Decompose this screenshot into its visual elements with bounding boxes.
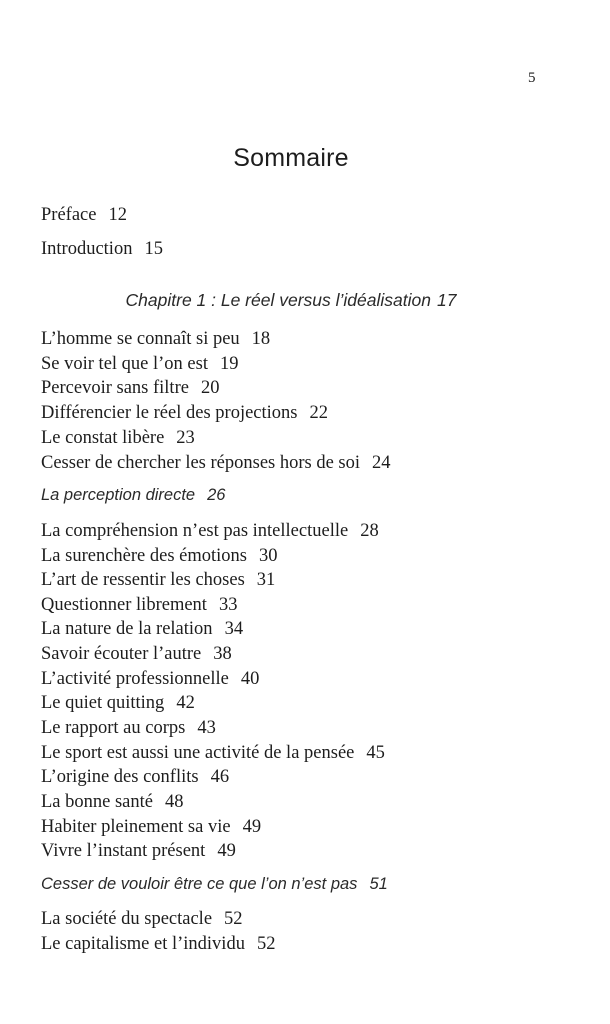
toc-entry[interactable] (41, 719, 216, 738)
toc-section-page: 51 (369, 875, 388, 893)
toc-entry-page: 43 (197, 718, 216, 738)
toc-entry-page: 30 (259, 546, 278, 566)
toc-entry-page: 40 (240, 669, 260, 689)
toc-entry[interactable] (41, 793, 184, 812)
toc-section-label: La perception directe (41, 486, 196, 504)
toc-section-page: 26 (207, 486, 226, 504)
toc-entry[interactable] (41, 429, 195, 448)
toc-entry-page: 45 (366, 743, 385, 763)
toc-chapter-page: 17 (436, 290, 457, 310)
toc-entry[interactable] (41, 596, 237, 615)
toc-entry-label: Habiter pleinement sa vie (41, 817, 231, 837)
toc-entry-label: La compréhension n’est pas intellectuelle (41, 521, 349, 541)
toc-entry-label: La nature de la relation (41, 619, 213, 639)
toc-entry-label: Le sport est aussi une activité de la pensée (41, 743, 355, 763)
toc-entry[interactable] (41, 355, 238, 374)
toc-entry-label: Savoir écouter l’autre (41, 644, 202, 664)
toc-entry-page: 34 (224, 619, 244, 639)
toc-entry[interactable] (41, 744, 385, 763)
toc-entry-page: 38 (213, 644, 232, 664)
toc-entry-label: La société du spectacle (41, 909, 213, 929)
toc-entry-label: Le constat libère (41, 428, 165, 448)
toc-entry[interactable] (41, 330, 270, 349)
toc-entry-page: 20 (200, 378, 220, 398)
toc-entry-page: 28 (360, 521, 379, 541)
page-title: Sommaire (233, 144, 349, 172)
toc-entry-label: La bonne santé (41, 792, 153, 812)
toc-entry[interactable] (41, 620, 243, 639)
toc-entry-label: Questionner librement (41, 595, 207, 615)
toc-entry-page: 22 (309, 403, 328, 423)
toc-entry-page: 31 (256, 570, 276, 590)
toc-entry-label: L’art de ressentir les choses (41, 570, 245, 590)
toc-chapter-heading[interactable] (0, 292, 582, 310)
toc-entry-page: 49 (217, 841, 236, 861)
toc-section-heading[interactable] (41, 487, 225, 504)
toc-entry-label: L’activité professionnelle (41, 669, 229, 689)
toc-entry[interactable] (41, 404, 328, 423)
toc-entry-label: Préface (41, 205, 97, 225)
toc-entry[interactable] (41, 522, 379, 541)
toc-entry-label: L’homme se connaît si peu (41, 329, 240, 349)
toc-entry[interactable] (41, 571, 275, 590)
toc-section-label: Cesser de vouloir être ce que l’on n’est pas (41, 875, 358, 893)
toc-entry-page: 18 (251, 329, 271, 349)
toc-entry-label: Vivre l’instant présent (41, 841, 206, 861)
toc-entry-page: 52 (256, 934, 276, 954)
toc-entry-page: 52 (224, 909, 243, 929)
toc-entry[interactable] (41, 842, 236, 861)
toc-entry[interactable] (41, 645, 232, 664)
toc-entry-label: Le rapport au corps (41, 718, 186, 738)
toc-entry-label: L’origine des conflits (41, 767, 199, 787)
toc-entry[interactable] (41, 910, 243, 929)
toc-entry-page: 19 (219, 354, 239, 374)
toc-entry-introduction[interactable] (41, 240, 163, 259)
toc-entry-label: Le capitalisme et l’individu (41, 934, 245, 954)
toc-entry-label: Se voir tel que l’on est (41, 354, 208, 374)
toc-entry-preface[interactable] (41, 206, 127, 225)
toc-entry-page: 33 (218, 595, 238, 615)
toc-entry[interactable] (41, 768, 229, 787)
toc-entry-label: Différencier le réel des projections (41, 403, 298, 423)
toc-entry-page: 15 (144, 239, 163, 259)
toc-chapter-label: Chapitre 1 : Le réel versus l’idéalisation (125, 290, 431, 310)
toc-entry-label: Le quiet quitting (41, 693, 165, 713)
toc-entry[interactable] (41, 935, 275, 954)
toc-entry[interactable] (41, 454, 391, 473)
toc-entry-label: Cesser de chercher les réponses hors de soi (41, 453, 361, 473)
toc-entry-page: 48 (165, 792, 184, 812)
toc-entry-label: Introduction (41, 239, 133, 259)
page-number: 5 (528, 70, 536, 86)
toc-entry-page: 23 (176, 428, 195, 448)
toc-section-heading[interactable] (41, 876, 388, 893)
toc-entry-page: 46 (210, 767, 230, 787)
toc-entry-page: 24 (372, 453, 391, 473)
toc-entry-label: Percevoir sans filtre (41, 378, 189, 398)
toc-entry-page: 49 (242, 817, 262, 837)
toc-entry[interactable] (41, 694, 195, 713)
toc-entry-page: 42 (176, 693, 195, 713)
toc-entry[interactable] (41, 670, 259, 689)
toc-entry[interactable] (41, 379, 219, 398)
toc-entry-label: La surenchère des émotions (41, 546, 247, 566)
toc-entry[interactable] (41, 818, 261, 837)
toc-entry[interactable] (41, 547, 278, 566)
toc-entry-page: 12 (108, 205, 127, 225)
